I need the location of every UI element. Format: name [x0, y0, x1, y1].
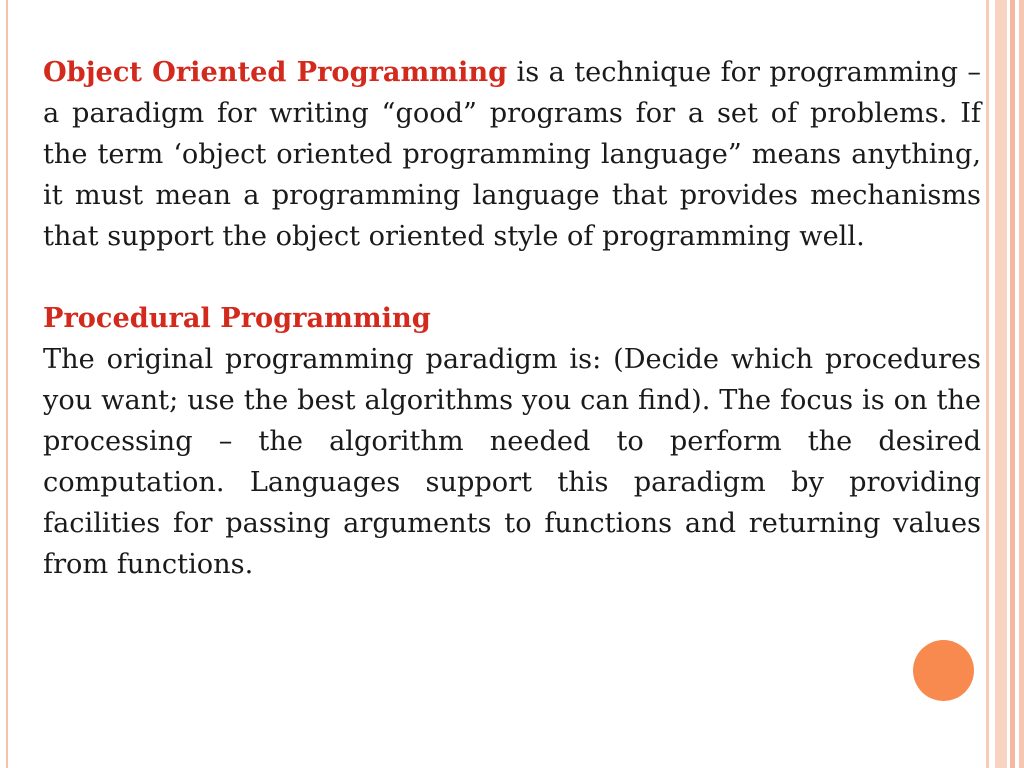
- procedural-text: The original programming paradigm is: (Decide which procedures you want; use the best algorithms you can find). The focus is on the processing – the algorithm needed to perform the desired computation. Languages support this paradigm by providing facilities for passing arguments to functions and returning values from functions.: [43, 344, 981, 580]
- right-decorative-stripes: [984, 0, 1024, 768]
- decorative-circle: [913, 640, 974, 701]
- oop-paragraph: [43, 52, 981, 257]
- oop-text: is a technique for programming – a paradigm for writing “good” programs for a set of problems. If the term ‘object oriented programming language” means anything, it must mean a programming language that provides mechanisms that support the object oriented style of programming well.: [43, 57, 981, 252]
- oop-heading: Object Oriented Programming: [43, 56, 508, 88]
- procedural-heading: Procedural Programming: [43, 302, 431, 334]
- slide-content: [43, 52, 981, 585]
- left-border-line: [6, 0, 8, 768]
- procedural-section: [43, 298, 981, 585]
